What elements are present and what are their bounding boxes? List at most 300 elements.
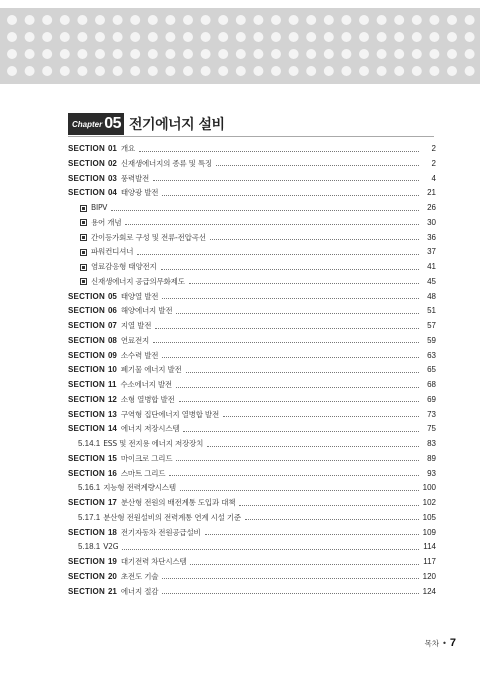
toc-entry-title: 폐기물 에너지 발전	[120, 365, 182, 375]
decorative-dot	[359, 66, 369, 76]
toc-row[interactable]	[68, 467, 436, 481]
decorative-dot	[465, 66, 475, 76]
decorative-dot	[77, 32, 87, 42]
toc-entry-title: 해양에너지 발전	[120, 306, 173, 316]
heading-divider	[68, 136, 434, 137]
section-number: 16	[107, 468, 117, 478]
decorative-dot	[183, 49, 193, 59]
section-number: 10	[107, 365, 117, 375]
toc-entry-title: 소형 열병합 발전	[120, 394, 175, 404]
toc-page-number: 117	[423, 557, 436, 566]
toc-page-number: 57	[427, 321, 436, 330]
toc-row[interactable]	[68, 231, 436, 245]
decorative-dot	[218, 15, 228, 25]
section-word: SECTION	[68, 306, 105, 316]
decorative-dot	[77, 49, 87, 59]
section-number: 17	[107, 498, 117, 507]
dot-leader	[216, 165, 419, 166]
toc-entry-label	[80, 275, 185, 289]
decorative-dot	[412, 66, 422, 76]
section-word: SECTION	[68, 291, 105, 301]
decorative-dot	[289, 15, 299, 25]
toc-row[interactable]	[68, 496, 436, 510]
section-word: SECTION	[68, 321, 105, 330]
toc-entry-label	[80, 216, 121, 230]
toc-row[interactable]	[68, 186, 436, 200]
section-number: 07	[107, 321, 117, 330]
toc-page-number: 83	[427, 439, 436, 448]
toc-row[interactable]	[68, 481, 436, 495]
decorative-dot	[394, 15, 404, 25]
toc-entry-title: BIPV	[91, 203, 108, 212]
section-word: SECTION	[68, 173, 105, 183]
toc-entry-title: V2G	[103, 542, 119, 552]
decorative-dot	[218, 32, 228, 42]
chapter-number: 05	[104, 115, 122, 132]
toc-page-number: 37	[427, 247, 436, 257]
decorative-dot	[394, 49, 404, 59]
section-number: 19	[107, 557, 117, 566]
toc-page-number: 65	[427, 365, 436, 375]
decorative-dot	[113, 49, 123, 59]
decorative-dot	[253, 66, 263, 76]
toc-entry-title: 신재생에너지의 종류 및 특징	[120, 158, 212, 168]
toc-page-number: 48	[427, 291, 436, 301]
decorative-dot	[7, 15, 17, 25]
decorative-dot	[447, 15, 457, 25]
dot-leader	[179, 401, 419, 402]
decorative-dot	[306, 49, 316, 59]
subsection-number: 5.16.1	[78, 483, 101, 493]
dot-leader	[180, 490, 419, 491]
section-number: 18	[107, 527, 117, 537]
dot-leader	[210, 239, 419, 240]
page-number: 7	[449, 637, 456, 649]
toc-entry-title: 용어 개념	[91, 217, 122, 227]
section-number: 13	[107, 409, 117, 419]
decorative-dot	[113, 32, 123, 42]
decorative-dot	[113, 15, 123, 25]
toc-row[interactable]	[68, 452, 436, 466]
toc-entry-label	[80, 231, 206, 245]
toc-entry-label	[68, 157, 212, 171]
decorative-dot	[324, 66, 334, 76]
toc-row[interactable]	[68, 260, 436, 274]
decorative-dot	[77, 66, 87, 76]
toc-entry-label	[68, 319, 151, 333]
decorative-dot	[201, 32, 211, 42]
toc-page-number: 114	[423, 542, 436, 552]
decorative-dot	[236, 15, 246, 25]
dot-leader	[162, 578, 419, 579]
decorative-dot	[130, 15, 140, 25]
dot-leader	[186, 372, 419, 373]
decorative-dot	[359, 15, 369, 25]
section-number: 01	[107, 144, 117, 153]
section-number: 03	[107, 173, 117, 183]
section-word: SECTION	[68, 380, 105, 389]
toc-row[interactable]	[68, 304, 436, 318]
toc-row[interactable]	[68, 437, 436, 451]
square-bullet-icon	[80, 278, 87, 285]
toc-entry-label	[68, 570, 158, 584]
toc-row[interactable]	[68, 142, 436, 156]
toc-entry-title: 지능형 전력계량시스템	[103, 483, 176, 493]
decorative-dot	[42, 49, 52, 59]
toc-entry-title: 연료전지	[120, 335, 150, 345]
decorative-dot	[201, 15, 211, 25]
toc-page-number: 69	[427, 394, 436, 404]
toc-entry-title: 에너지 저장시스템	[120, 424, 180, 434]
decorative-dot	[95, 32, 105, 42]
toc-entry-title: 간이등가회로 구성 및 전류-전압곡선	[91, 232, 206, 242]
toc-entry-title: 전기자동차 전원공급설비	[120, 527, 201, 537]
decorative-dot	[165, 49, 175, 59]
decorative-dot	[306, 66, 316, 76]
decorative-dot	[412, 15, 422, 25]
decorative-dot	[341, 49, 351, 59]
decorative-dot	[324, 32, 334, 42]
decorative-dot	[271, 49, 281, 59]
toc-entry-title: 마이크로 그리드	[120, 453, 173, 463]
toc-entry-title: 지열 발전	[120, 321, 152, 330]
toc-entry-title: ESS 및 전지용 에너지 저장장치	[103, 439, 204, 448]
toc-row[interactable]	[68, 172, 436, 186]
decorative-dot	[25, 32, 35, 42]
toc-entry-label	[68, 422, 179, 436]
chapter-heading	[68, 113, 225, 135]
decorative-dot	[25, 15, 35, 25]
footer-label: 목차	[424, 638, 440, 648]
toc-page-number: 59	[427, 335, 436, 345]
decorative-dot	[341, 66, 351, 76]
dot-leader	[122, 549, 419, 550]
toc-entry-label	[68, 172, 149, 186]
section-number: 21	[107, 586, 117, 596]
decorative-dot	[465, 32, 475, 42]
decorative-dot	[324, 49, 334, 59]
toc-page-number: 93	[427, 468, 436, 478]
decorative-dot	[429, 66, 439, 76]
decorative-dot	[306, 15, 316, 25]
section-word: SECTION	[68, 158, 105, 168]
square-bullet-icon	[80, 249, 87, 256]
decorative-dot	[377, 49, 387, 59]
toc-page-number: 73	[427, 409, 436, 419]
decorative-dot	[271, 32, 281, 42]
toc-entry-title: 구역형 집단에너지 열병합 발전	[120, 409, 220, 419]
decorative-dot	[60, 49, 70, 59]
decorative-dot	[377, 32, 387, 42]
section-number: 09	[107, 350, 117, 360]
dot-leader	[155, 328, 419, 329]
page-footer	[425, 637, 456, 649]
toc-row[interactable]	[68, 585, 436, 599]
section-number: 15	[107, 453, 117, 463]
toc-page-number: 51	[427, 306, 436, 316]
decorative-dot	[253, 49, 263, 59]
toc-row[interactable]	[68, 408, 436, 422]
dot-leader	[111, 210, 419, 211]
toc-row[interactable]	[68, 570, 436, 584]
decorative-dot	[289, 66, 299, 76]
toc-row[interactable]	[68, 526, 436, 540]
decorative-dot	[130, 49, 140, 59]
dot-leader	[125, 224, 419, 225]
section-word: SECTION	[68, 188, 105, 198]
dot-leader	[162, 298, 419, 299]
toc-page-number: 21	[427, 188, 436, 198]
decorative-dot	[60, 32, 70, 42]
dot-leader	[223, 416, 419, 417]
toc-entry-title: 소수력 발전	[120, 350, 159, 360]
decorative-dot	[148, 32, 158, 42]
decorative-dot	[165, 15, 175, 25]
square-bullet-icon	[80, 234, 87, 241]
decorative-dot	[341, 32, 351, 42]
toc-row[interactable]	[68, 555, 436, 569]
section-number: 05	[107, 291, 117, 301]
toc-entry-label	[68, 585, 158, 599]
dot-leader	[245, 519, 419, 520]
decorative-dot	[201, 66, 211, 76]
decorative-dot	[7, 32, 17, 42]
decorative-dot	[25, 66, 35, 76]
section-word: SECTION	[68, 144, 105, 153]
toc-entry-label	[68, 555, 186, 569]
toc-page-number: 30	[427, 217, 436, 227]
decorative-dot	[165, 66, 175, 76]
toc-entry-label	[68, 467, 165, 481]
toc-entry-label	[68, 408, 219, 422]
section-word: SECTION	[68, 586, 105, 596]
toc-page-number: 2	[431, 158, 436, 168]
subsection-number: 5.14.1	[78, 439, 101, 448]
section-word: SECTION	[68, 424, 105, 434]
toc-page-number: 45	[427, 276, 436, 286]
decorative-dot	[148, 66, 158, 76]
decorative-dot	[271, 15, 281, 25]
toc-entry-title: 태양열 발전	[120, 291, 159, 301]
section-number: 02	[107, 158, 117, 168]
dot-leader	[162, 195, 419, 196]
decorative-dot	[218, 49, 228, 59]
decorative-dot	[130, 32, 140, 42]
toc-row[interactable]	[68, 157, 436, 171]
toc-page-number: 105	[422, 512, 436, 522]
decorative-dot-pattern	[0, 8, 480, 84]
toc-entry-title: 대기전력 차단시스템	[120, 557, 187, 566]
decorative-dot	[130, 66, 140, 76]
decorative-dot	[42, 15, 52, 25]
decorative-dot	[341, 15, 351, 25]
toc-page-number: 26	[427, 203, 436, 212]
dot-leader	[153, 342, 419, 343]
decorative-dot	[25, 49, 35, 59]
toc-page-number: 4	[431, 173, 436, 183]
toc-page-number: 102	[422, 498, 436, 507]
section-word: SECTION	[68, 557, 105, 566]
toc-row[interactable]	[68, 334, 436, 348]
toc-row[interactable]	[68, 216, 436, 230]
toc-page-number: 41	[427, 262, 436, 271]
toc-page-number: 75	[427, 424, 436, 434]
section-word: SECTION	[68, 365, 105, 375]
decorative-dot	[359, 49, 369, 59]
dot-leader	[176, 460, 419, 461]
section-number: 04	[107, 188, 117, 198]
toc-entry-title: 스마트 그리드	[120, 468, 166, 478]
header-band	[0, 0, 500, 92]
toc-entry-title: 염료감응형 태양전지	[91, 262, 157, 271]
section-number: 11	[107, 380, 117, 389]
toc-page-number: 109	[422, 527, 436, 537]
toc-entry-label	[68, 496, 235, 510]
decorative-dot	[95, 66, 105, 76]
toc-row[interactable]	[68, 511, 436, 525]
decorative-dot	[447, 66, 457, 76]
decorative-dot	[377, 66, 387, 76]
toc-row[interactable]	[68, 245, 436, 259]
decorative-dot	[289, 49, 299, 59]
toc-entry-label	[78, 437, 203, 451]
toc-entry-title: 개요	[120, 144, 135, 153]
toc-page-number: 2	[431, 144, 436, 153]
section-number: 06	[107, 306, 117, 316]
toc-entry-title: 수소에너지 발전	[120, 380, 172, 389]
dot-leader	[190, 564, 419, 565]
dot-leader	[207, 446, 419, 447]
chapter-badge	[68, 113, 124, 135]
toc-row[interactable]	[68, 363, 436, 377]
dot-leader	[189, 283, 419, 284]
decorative-dot	[236, 32, 246, 42]
decorative-dot	[447, 32, 457, 42]
toc-entry-title: 분산형 전원의 배전계통 도입과 대책	[120, 498, 236, 507]
toc-entry-label	[68, 142, 135, 156]
decorative-dot	[7, 66, 17, 76]
toc-entry-label	[68, 452, 172, 466]
decorative-dot	[165, 32, 175, 42]
decorative-dot	[447, 49, 457, 59]
section-word: SECTION	[68, 468, 105, 478]
decorative-dot	[236, 49, 246, 59]
toc-entry-title: 에너지 절감	[120, 586, 159, 596]
dot-leader	[176, 313, 419, 314]
decorative-dot	[359, 32, 369, 42]
decorative-dot	[77, 15, 87, 25]
decorative-dot	[183, 15, 193, 25]
dot-leader	[137, 254, 419, 255]
dot-leader	[162, 357, 419, 358]
toc-row[interactable]	[68, 422, 436, 436]
decorative-dot	[253, 32, 263, 42]
decorative-dot	[412, 49, 422, 59]
toc-row[interactable]	[68, 319, 436, 333]
section-number: 14	[107, 424, 117, 434]
toc-entry-label	[78, 481, 176, 495]
dot-leader	[183, 431, 419, 432]
decorative-dot	[429, 15, 439, 25]
toc-entry-label	[80, 201, 107, 215]
decorative-dot	[394, 32, 404, 42]
toc-entry-label	[68, 334, 149, 348]
chapter-word: Chapter	[72, 119, 103, 129]
toc-entry-title: 태양광 발전	[120, 188, 159, 198]
dot-pattern-svg	[0, 8, 480, 84]
section-number: 08	[107, 335, 117, 345]
decorative-dot	[394, 66, 404, 76]
dot-leader	[153, 180, 419, 181]
section-word: SECTION	[68, 350, 105, 360]
decorative-dot	[271, 66, 281, 76]
decorative-dot	[429, 32, 439, 42]
toc-row[interactable]	[68, 290, 436, 304]
toc-entry-title: 초전도 기술	[120, 571, 159, 581]
toc-entry-label	[68, 393, 175, 407]
decorative-dot	[429, 49, 439, 59]
toc-row[interactable]	[68, 349, 436, 363]
section-word: SECTION	[68, 571, 105, 581]
decorative-dot	[60, 66, 70, 76]
section-word: SECTION	[68, 409, 105, 419]
dot-leader	[162, 593, 419, 594]
decorative-dot	[183, 32, 193, 42]
decorative-dot	[42, 32, 52, 42]
toc-entry-title: 분산형 전원설비의 전력계통 연계 시설 기준	[103, 512, 241, 522]
decorative-dot	[412, 32, 422, 42]
toc-entry-title: 신재생에너지 공급의무화제도	[91, 276, 185, 286]
toc-row[interactable]	[68, 540, 436, 554]
toc-entry-label	[68, 378, 172, 392]
toc-page-number: 89	[427, 453, 436, 463]
toc-row[interactable]	[68, 378, 436, 392]
decorative-dot	[236, 66, 246, 76]
toc-entry-label	[68, 304, 172, 318]
decorative-dot	[465, 49, 475, 59]
decorative-dot	[201, 49, 211, 59]
toc-entry-label	[68, 363, 182, 377]
decorative-dot	[95, 49, 105, 59]
footer-separator: •	[442, 638, 447, 648]
toc-row[interactable]	[68, 275, 436, 289]
decorative-dot	[95, 15, 105, 25]
section-word: SECTION	[68, 453, 105, 463]
toc-page-number: 100	[422, 483, 436, 493]
section-word: SECTION	[68, 335, 105, 345]
toc-page-number: 124	[422, 586, 436, 596]
section-word: SECTION	[68, 498, 105, 507]
dot-leader	[176, 387, 419, 388]
decorative-dot	[7, 49, 17, 59]
decorative-dot	[324, 15, 334, 25]
section-word: SECTION	[68, 394, 105, 404]
decorative-dot	[148, 49, 158, 59]
decorative-dot	[377, 15, 387, 25]
decorative-dot	[148, 15, 158, 25]
dot-leader	[169, 475, 419, 476]
chapter-title: 전기에너지 설비	[129, 117, 225, 133]
toc-entry-label	[80, 245, 133, 259]
decorative-dot	[306, 32, 316, 42]
decorative-dot	[465, 15, 475, 25]
toc-row[interactable]	[68, 201, 436, 215]
toc-row[interactable]	[68, 393, 436, 407]
dot-leader	[239, 505, 419, 506]
toc-entry-label	[78, 511, 241, 525]
section-word: SECTION	[68, 527, 105, 537]
decorative-dot	[253, 15, 263, 25]
